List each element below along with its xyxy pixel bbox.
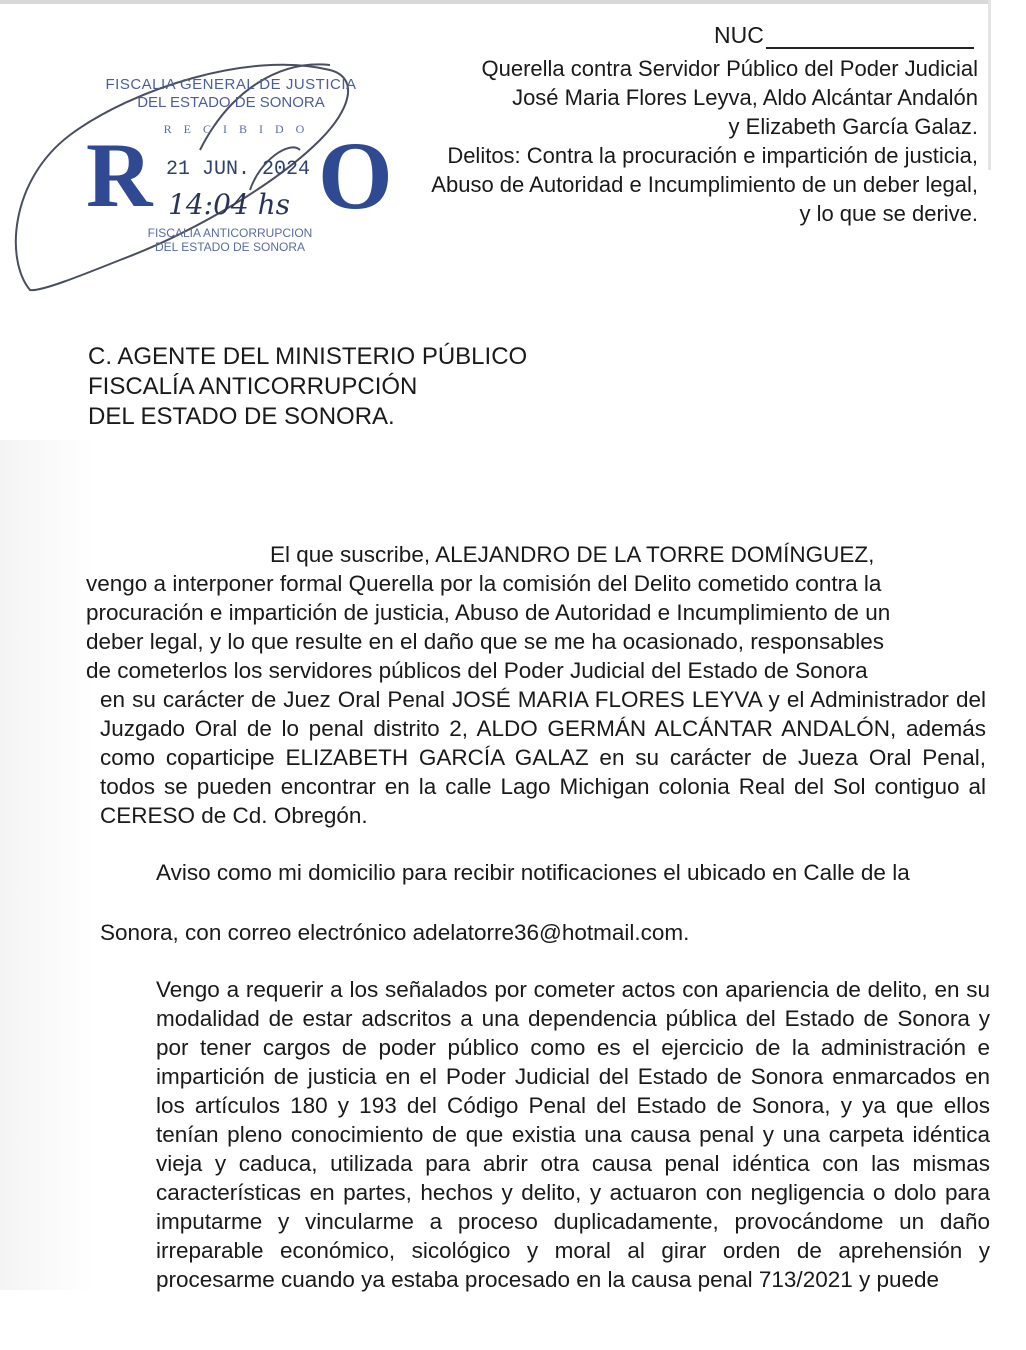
addressee-line-2: FISCALÍA ANTICORRUPCIÓN: [88, 373, 418, 400]
paragraph-address: [100, 858, 990, 887]
page-edge-right: [988, 0, 991, 170]
stamp-foot-1: FISCALIA ANTICORRUPCION: [147, 226, 313, 240]
nuc-blank-line: [766, 25, 974, 49]
stamp-line-1: FISCALIA GENERAL DE JUSTICIA: [105, 76, 357, 93]
addressee-line-3: DEL ESTADO DE SONORA.: [88, 403, 395, 430]
addressee-line-1: C. AGENTE DEL MINISTERIO PÚBLICO: [88, 343, 528, 370]
paragraph-line: de cometerlos los servidores públicos del Poder Judicial del Estado de Sonora: [86, 658, 868, 683]
nuc-field: [714, 22, 974, 49]
header-line-4: Delitos: Contra la procuración e impartición de justicia,: [447, 143, 978, 168]
paragraph-request: [100, 975, 990, 1294]
stamp-foot-2: DEL ESTADO DE SONORA: [154, 240, 306, 254]
paragraph-defendants: en su carácter de Juez Oral Penal JOSÉ MARIA FLORES LEYVA y el Administrador del Juzgado Oral de lo penal distrito 2, ALDO GERMÁN ALCÁNTAR ANDALÓN, además como coparticipe ELIZABETH GARCÍA GALAZ en su carácter de Jueza Oral Penal, todos se pueden encontrar en la calle Lago Michigan colonia Real del Sol contiguo al CERESO de Cd. Obregón.: [100, 687, 986, 828]
addressee-block: [88, 342, 527, 432]
stamp-recibido: RECIBIDO: [163, 122, 317, 136]
page-edge: [0, 0, 990, 4]
stamp-date: 21 JUN. 2024: [166, 158, 311, 181]
paragraph-line: deber legal, y lo que resulte en el daño que se me ha ocasionado, responsables: [86, 629, 885, 654]
header-line-3: y Elizabeth García Galaz.: [728, 114, 978, 139]
address-text: Aviso como mi domicilio para recibir notificaciones el ubicado en Calle de la: [156, 860, 910, 885]
received-stamp: [0, 30, 393, 310]
header-line-2: José Maria Flores Leyva, Aldo Alcántar Andalón: [512, 85, 978, 110]
paragraph-line: vengo a interponer formal Querella por la comisión del Delito cometido contra la: [86, 571, 882, 596]
header-line-1: Querella contra Servidor Público del Poder Judicial: [481, 56, 978, 81]
nuc-label: NUC: [714, 22, 764, 48]
paragraph-opening: El que suscribe, ALEJANDRO DE LA TORRE DOMÍNGUEZ,: [270, 542, 875, 567]
request-text: Vengo a requerir a los señalados por cometer actos con apariencia de delito, en su modalidad de estar adscritos a una dependencia pública del Estado de Sonora y por tener cargos de poder público como es el ejercicio de la administración e impartición de justicia en el Poder Judicial del Estado de Sonora enmarcados en los artículos 180 y 193 del Código Penal del Estado de Sonora, y ya que ellos tenían pleno conocimiento de que existia una causa penal y una carpeta idéntica vieja y caduca, utilizada para abrir otra causa penal idéntica con las mismas características en partes, hechos y delito, y actuaron con negligencia o dolo para imputarme y vincularme a proceso duplicadamente, provocándome un daño irreparable económico, sicológico y moral al girar orden de aprehensión y procesarme cuando ya estaba procesado en la causa penal 713/2021 y puede: [156, 977, 990, 1292]
paragraph-complaint: [86, 540, 986, 830]
header-line-6: y lo que se derive.: [799, 201, 978, 226]
stamp-time: 14:04 hs: [168, 188, 290, 221]
stamp-letter-r: R: [86, 124, 153, 226]
stamp-letter-o: O: [318, 122, 393, 229]
paragraph-line: procuración e impartición de justicia, Abuso de Autoridad e Incumplimiento de un: [86, 600, 891, 625]
stamp-line-2: DEL ESTADO DE SONORA: [137, 94, 325, 111]
email-text: Sonora, con correo electrónico adelatorre36@hotmail.com.: [100, 920, 690, 945]
scan-shadow: [0, 440, 95, 1290]
paragraph-email: [100, 918, 990, 947]
header-line-5: Abuso de Autoridad e Incumplimiento de un deber legal,: [431, 172, 978, 197]
